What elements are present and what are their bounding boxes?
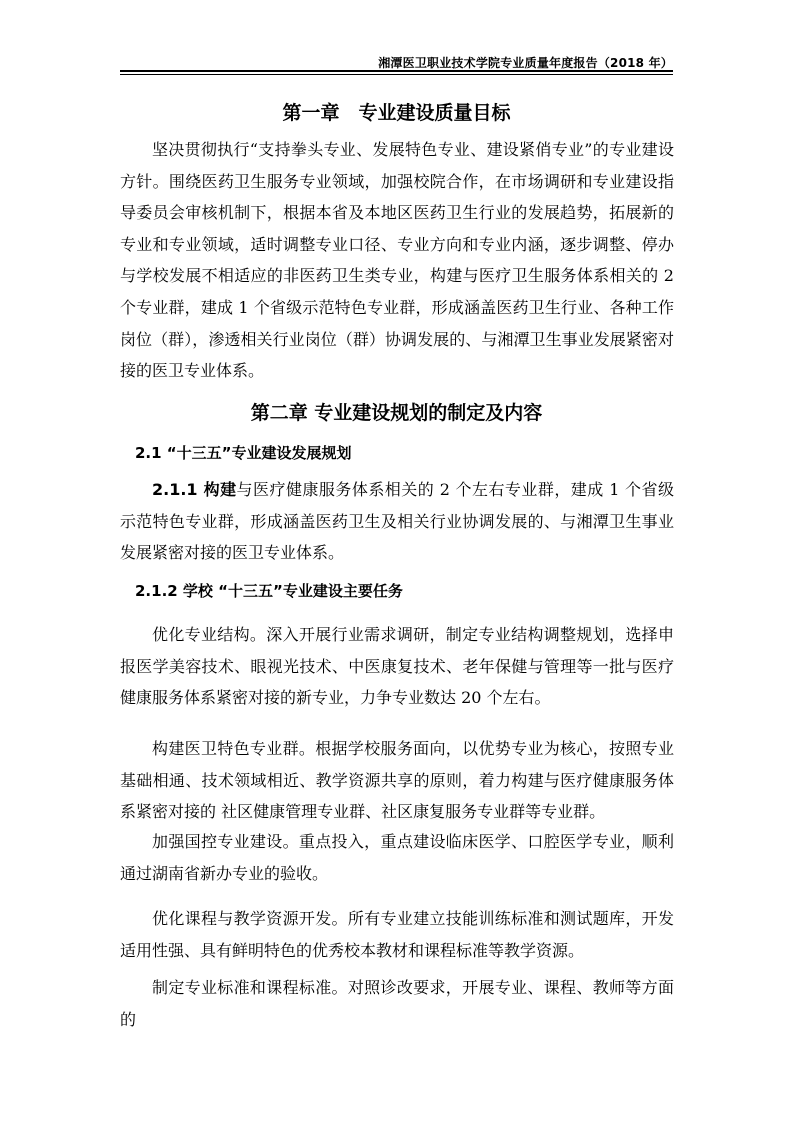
section-2-1-1-text: 与医疗健康服务体系相关的 2 个左右专业群，建成 1 个省级示范特色专业群，形成涵盖医药卫生及相关行业协调发展的、与湘潭卫生事业发展紧密对接的医卫专业体系。: [120, 480, 674, 563]
section-2-1-1-paragraph: [120, 474, 674, 569]
header-rule-thick: [120, 70, 673, 72]
header-rule-thin: [120, 74, 673, 75]
chapter-1-title: 第一章 专业建设质量目标: [282, 102, 511, 124]
section-2-1-heading: 2.1 “十三五”专业建设发展规划: [135, 444, 352, 462]
task-paragraph: 构建医卫特色专业群。根据学校服务面向，以优势专业为核心，按照专业基础相通、技术领域相近、教学资源共享的原则，着力构建与医疗健康服务体系紧密对接的 社区健康管理专业群、社区康复服务专业群等专业群。: [120, 739, 674, 822]
task-paragraph: 加强国控专业建设。重点投入，重点建设临床医学、口腔医学专业，顺利通过湖南省新办专业的验收。: [120, 832, 674, 883]
task-paragraph: 制定专业标准和课程标准。对照诊改要求，开展专业、课程、教师等方面的: [120, 978, 674, 1029]
section-2-1-2-heading: 2.1.2 学校 “十三五”专业建设主要任务: [135, 582, 403, 600]
running-header: 湘潭医卫职业技术学院专业质量年度报告（2018 年）: [378, 56, 673, 70]
section-2-1-1-lead: 2.1.1 构建: [152, 480, 237, 499]
task-paragraph: 优化专业结构。深入开展行业需求调研，制定专业结构调整规划，选择申报医学美容技术、眼视光技术、中医康复技术、老年保健与管理等一批与医疗健康服务体系紧密对接的新专业，力争专业数达 20 个左右。: [120, 625, 674, 708]
chapter-2-title: 第二章 专业建设规划的制定及内容: [250, 402, 543, 424]
task-paragraph: 优化课程与教学资源开发。所有专业建立技能训练标准和测试题库，开发适用性强、具有鲜明特色的优秀校本教材和课程标准等教学资源。: [120, 909, 674, 960]
chapter-1-paragraph: 坚决贯彻执行“支持拳头专业、发展特色专业、建设紧俏专业”的专业建设方针。围绕医药卫生服务专业领域，加强校院合作，在市场调研和专业建设指导委员会审核机制下，根据本省及本地区医药卫生行业的发展趋势，拓展新的专业和专业领域，适时调整专业口径、专业方向和专业内涵，逐步调整、停办与学校发展不相适应的非医药卫生类专业，构建与医疗卫生服务体系相关的 2 个专业群，建成 1 个省级示范特色专业群，形成涵盖医药卫生行业、各种工作岗位（群），渗透相关行业岗位（群）协调发展的、与湘潭卫生事业发展紧密对接的医卫专业体系。: [120, 140, 674, 381]
